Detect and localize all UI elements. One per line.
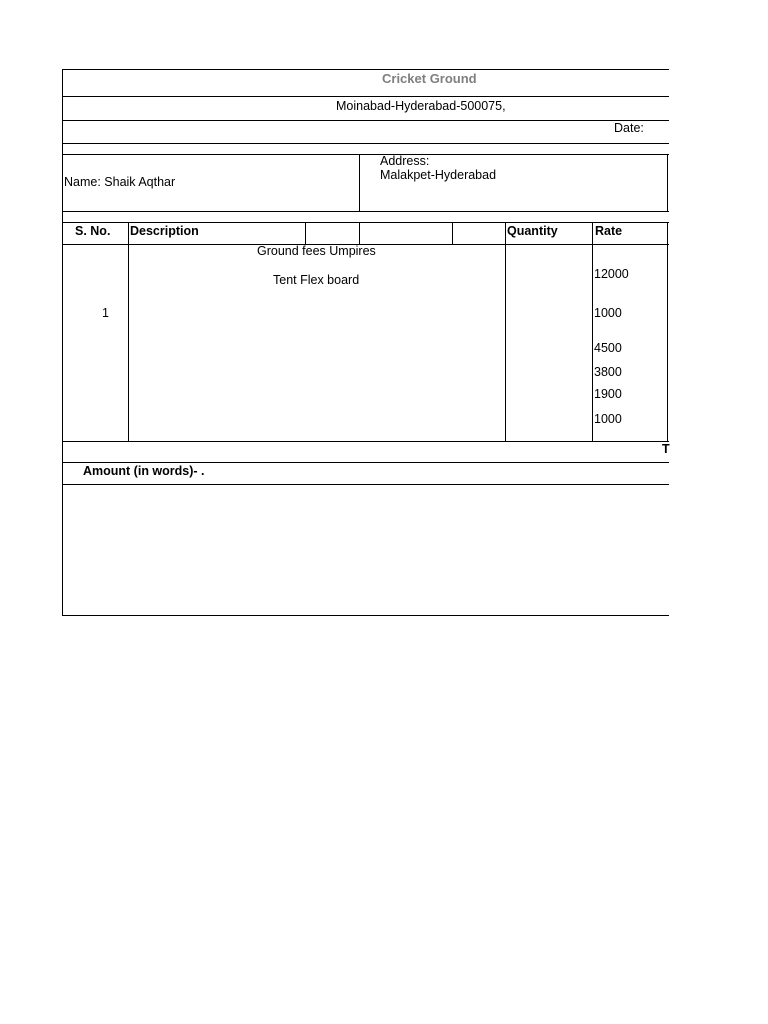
- rule-table-top: [62, 222, 669, 223]
- border-bottom: [62, 615, 669, 616]
- col-quantity-divider: [505, 222, 506, 442]
- column-header-quantity: Quantity: [507, 224, 558, 238]
- column-header-description: Description: [130, 224, 199, 238]
- rate-value: 3800: [594, 365, 622, 379]
- border-top: [62, 69, 669, 70]
- rate-value: 4500: [594, 341, 622, 355]
- customer-address-value: Malakpet-Hyderabad: [380, 168, 497, 182]
- date-label: Date:: [614, 121, 644, 135]
- column-header-sno: S. No.: [75, 224, 111, 238]
- rule-words-bottom: [62, 484, 669, 485]
- col-sno-divider: [128, 222, 129, 442]
- rule-customer-top: [62, 154, 669, 155]
- border-left: [62, 69, 63, 616]
- customer-name: Name: Shaik Aqthar: [64, 175, 176, 189]
- rule-after-title: [62, 96, 669, 97]
- customer-address-label: Address:: [380, 154, 430, 168]
- col-header-divider-3: [452, 222, 453, 245]
- table-right-border: [667, 222, 668, 442]
- invoice-title: Cricket Ground: [382, 71, 477, 86]
- row-serial-number: 1: [102, 306, 109, 320]
- rule-total-bottom: [62, 462, 669, 463]
- customer-divider: [359, 154, 360, 212]
- rate-value: 12000: [594, 267, 629, 281]
- rule-after-date: [62, 143, 669, 144]
- business-address: Moinabad-Hyderabad-500075,: [336, 99, 506, 113]
- rule-customer-bottom: [62, 211, 669, 212]
- col-rate-divider: [592, 222, 593, 442]
- total-label-fragment: T: [662, 442, 670, 456]
- rate-value: 1000: [594, 306, 622, 320]
- customer-right-border: [667, 154, 668, 212]
- rule-items-bottom: [62, 441, 669, 442]
- description-line: Tent Flex board: [273, 273, 360, 287]
- column-header-rate: Rate: [595, 224, 623, 238]
- description-line: Ground fees Umpires: [257, 244, 376, 258]
- amount-in-words-label: Amount (in words)- .: [83, 464, 205, 478]
- rule-after-address: [62, 120, 669, 121]
- col-header-divider-2: [359, 222, 360, 245]
- rate-value: 1000: [594, 412, 622, 426]
- rate-value: 1900: [594, 387, 622, 401]
- col-header-divider-1: [305, 222, 306, 245]
